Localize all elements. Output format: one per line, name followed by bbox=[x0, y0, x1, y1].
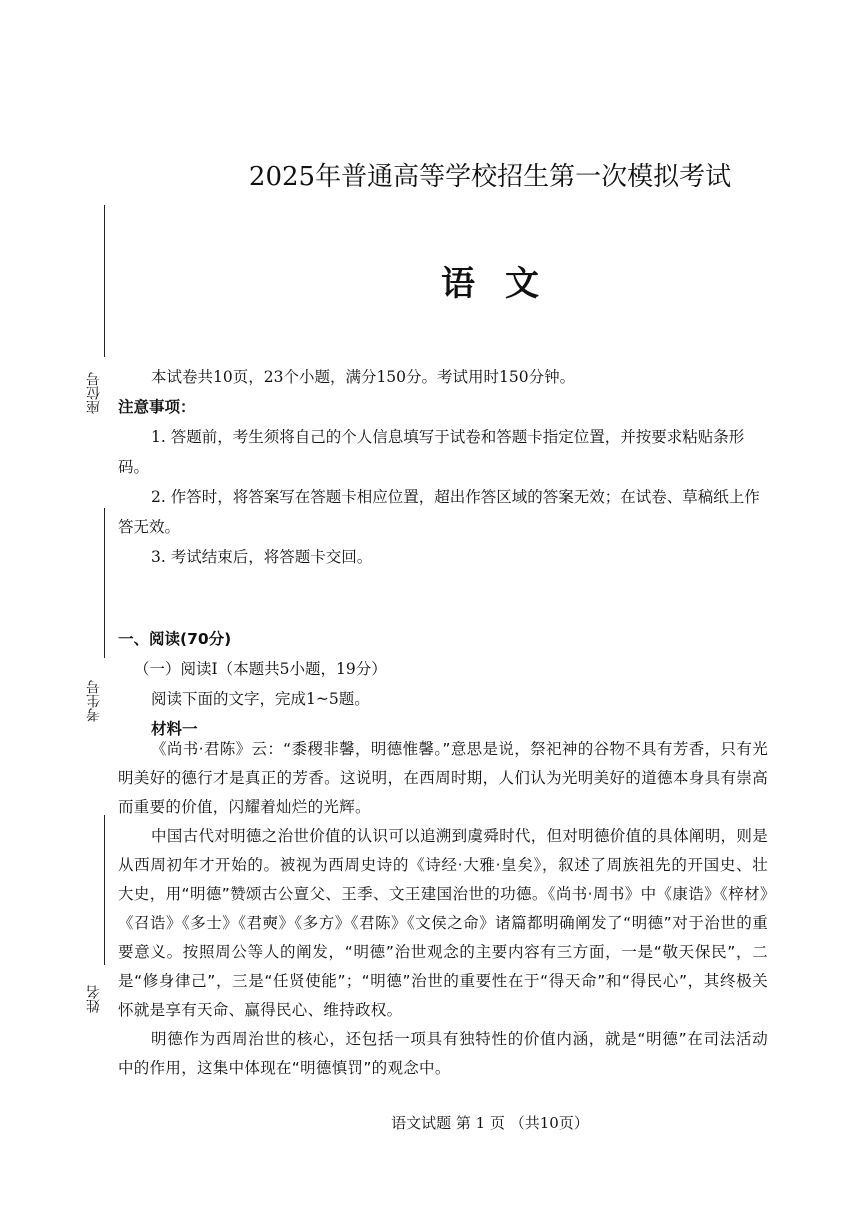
note-item: 3. 考试结束后，将答题卡交回。 bbox=[151, 548, 373, 566]
reading-section bbox=[118, 624, 768, 744]
notes-title: 注意事项： bbox=[118, 398, 196, 416]
sub-heading: （一）阅读I（本题共5小题，19分） bbox=[134, 660, 387, 678]
reading-instruction: 阅读下面的文字，完成1~5题。 bbox=[151, 690, 370, 708]
exam-title: 2025年普通高等学校招生第一次模拟考试 bbox=[248, 162, 732, 192]
material-paragraph: 《尚书·君陈》云：“黍稷非馨，明德惟馨。”意思是说，祭祀神的谷物不具有芳香，只有光明美好的德行才是真正的芳香。这说明，在西周时期，人们认为光明美好的道德本身具有崇高而重要的价值，闪耀着灿烂的光辉。 bbox=[118, 740, 768, 816]
subject-title: 语文 bbox=[441, 264, 569, 304]
instructions-block bbox=[118, 362, 768, 572]
material-paragraph: 明德作为西周治世的核心，还包括一项具有独特性的价值内涵，就是“明德”在司法活动中的作用，这集中体现在“明德慎罚”的观念中。 bbox=[118, 1030, 768, 1077]
material-paragraph: 中国古代对明德之治世价值的认识可以追溯到虞舜时代，但对明德价值的具体阐明，则是从西周初年才开始的。被视为西周史诗的《诗经·大雅·皇矣》，叙述了周族祖先的开国史、壮大史，用“明德”赞颂古公亶父、王季、文王建国治世的功德。《尚书·周书》中《康诰》《梓材》《召诰》《多士》《君奭》《多方》《君陈》《文侯之命》诸篇都明确阐发了“明德”对于治世的重要意义。按照周公等人的阐发，“明德”治世观念的主要内容有三方面，一是“敬天保民”，二是“修身律己”，三是“任贤使能”；“明德”治世的重要性在于“得天命”和“得民心”，其终极关怀就是享有天命、赢得民心、维持政权。 bbox=[118, 827, 768, 1019]
name-label: 姓名 bbox=[86, 985, 102, 1013]
section-heading: 一、阅读(70分) bbox=[118, 630, 232, 648]
page-footer: 语文试题 第 1 页 （共10页） bbox=[391, 1114, 589, 1132]
exam-no-label: 考生号 bbox=[86, 680, 102, 722]
note-item: 1. 答题前，考生须将自己的个人信息填写于试卷和答题卡指定位置，并按要求粘贴条形码。 bbox=[118, 428, 745, 476]
name-line bbox=[104, 815, 105, 965]
note-item: 2. 作答时，将答案写在答题卡相应位置，超出作答区域的答案无效；在试卷、草稿纸上作答无效。 bbox=[118, 488, 760, 536]
material-title: 材料一 bbox=[151, 720, 198, 738]
exam-summary: 本试卷共10页，23个小题，满分150分。考试用时150分钟。 bbox=[151, 368, 576, 386]
material-text bbox=[118, 735, 768, 1083]
seat-line bbox=[104, 205, 105, 357]
exam-no-line bbox=[104, 508, 105, 658]
seat-label: 座位号 bbox=[86, 372, 102, 414]
